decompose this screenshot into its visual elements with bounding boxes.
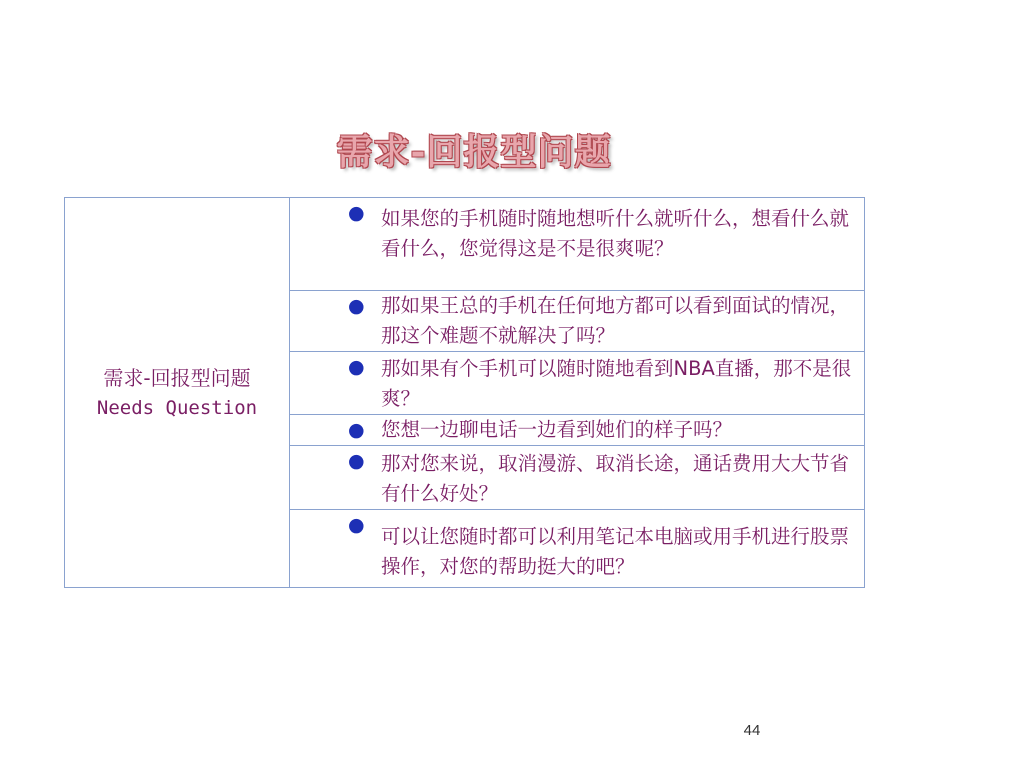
bullet-icon: ●	[348, 419, 365, 441]
question-item	[290, 415, 864, 445]
question-text: 那如果有个手机可以随时随地看到NBA直播，那不是很爽？	[381, 357, 852, 410]
question-item	[290, 352, 864, 414]
bullet-icon: ●	[348, 514, 365, 536]
question-text: 您想一边聊电话一边看到她们的样子吗？	[381, 418, 733, 441]
question-text: 那如果王总的手机在任何地方都可以看到面试的情况，那这个难题不就解决了吗？	[381, 294, 850, 347]
bullet-icon: ●	[348, 202, 365, 224]
slide-title: 需求-回报型问题	[336, 131, 612, 173]
question-text: 那对您来说，取消漫游、取消长途，通话费用大大节省有什么好处？	[381, 452, 850, 505]
question-text: 可以让您随时都可以利用笔记本电脑或用手机进行股票操作，对您的帮助挺大的吧？	[381, 525, 850, 578]
needs-question-table	[64, 197, 865, 588]
question-cell	[290, 352, 865, 415]
question-cell	[290, 291, 865, 352]
page-number: 44	[743, 722, 761, 739]
question-item	[290, 291, 864, 351]
question-text: 如果您的手机随时随地想听什么就听什么，想看什么就看什么，您觉得这是不是很爽呢？	[381, 207, 850, 260]
question-cell	[290, 446, 865, 510]
bullet-icon: ●	[348, 450, 365, 472]
category-label-chinese: 需求-回报型问题	[103, 365, 251, 390]
question-cell	[290, 415, 865, 446]
category-label-english: Needs Question	[96, 396, 258, 419]
question-cell	[290, 198, 865, 291]
question-item	[290, 446, 864, 509]
question-cell	[290, 510, 865, 588]
category-label-cell	[65, 198, 290, 588]
table-row	[65, 198, 865, 291]
bullet-icon: ●	[348, 295, 365, 317]
question-item	[290, 510, 864, 582]
question-item	[290, 198, 864, 264]
bullet-icon: ●	[348, 356, 365, 378]
